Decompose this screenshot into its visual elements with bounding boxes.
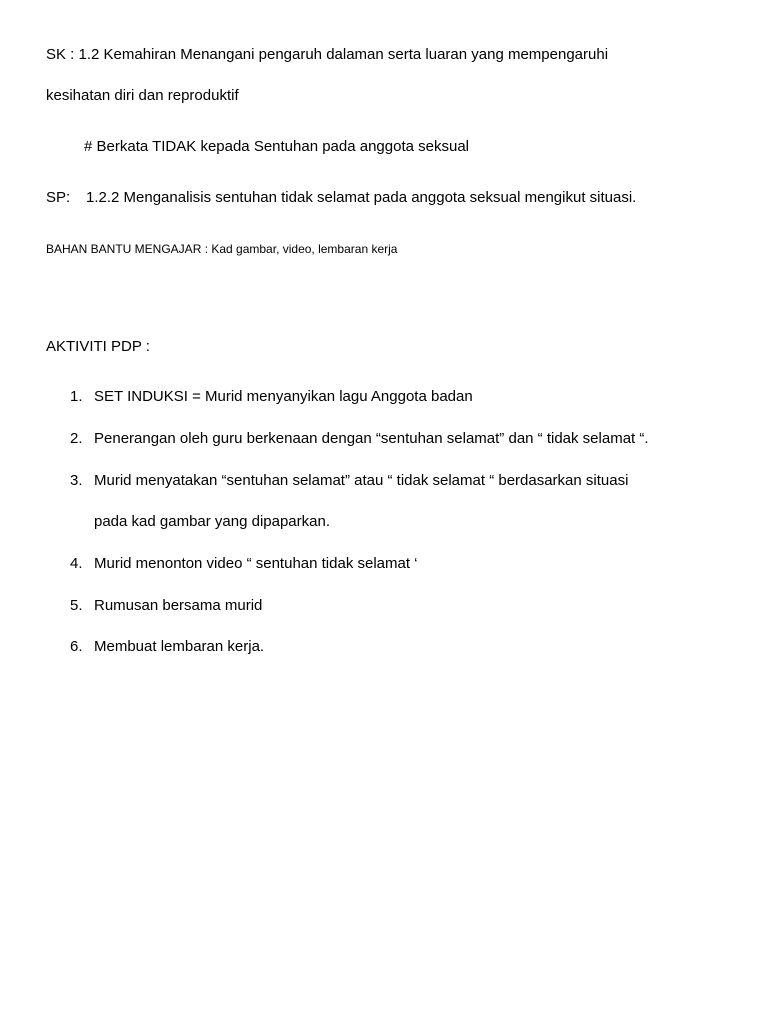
- list-item: [70, 472, 628, 490]
- sp-line: [46, 189, 636, 207]
- list-item-text: Penerangan oleh guru berkenaan dengan “sentuhan selamat” dan “ tidak selamat “.: [94, 430, 649, 447]
- list-item: [70, 638, 264, 656]
- list-item: [70, 597, 262, 615]
- list-item: [70, 430, 649, 448]
- list-item: [70, 388, 473, 406]
- sp-label: SP:: [46, 189, 71, 206]
- list-item-text: Murid menyatakan “sentuhan selamat” atau “ tidak selamat “ berdasarkan situasi: [94, 472, 629, 489]
- sk-line-1: SK : 1.2 Kemahiran Menangani pengaruh dalaman serta luaran yang mempengaruhi: [46, 46, 609, 63]
- aktiviti-heading: AKTIVITI PDP :: [46, 338, 150, 355]
- list-item-number: 5.: [70, 597, 83, 614]
- list-item-number: 2.: [70, 430, 83, 447]
- list-item-continuation: pada kad gambar yang dipaparkan.: [94, 513, 331, 530]
- list-item-number: 3.: [70, 472, 83, 489]
- list-item-number: 1.: [70, 388, 83, 405]
- sk-line-2: kesihatan diri dan reproduktif: [46, 87, 239, 104]
- list-item-text: SET INDUKSI = Murid menyanyikan lagu Anggota badan: [94, 388, 473, 405]
- bahan-bantu-line: BAHAN BANTU MENGAJAR : Kad gambar, video, lembaran kerja: [46, 242, 398, 256]
- list-item-number: 4.: [70, 555, 83, 572]
- topic-heading: # Berkata TIDAK kepada Sentuhan pada anggota seksual: [84, 138, 469, 155]
- list-item-text: Membuat lembaran kerja.: [94, 638, 265, 655]
- list-item: [70, 555, 418, 573]
- list-item-text: Rumusan bersama murid: [94, 597, 263, 614]
- sp-text: 1.2.2 Menganalisis sentuhan tidak selamat pada anggota seksual mengikut situasi.: [86, 189, 637, 206]
- list-item-text: Murid menonton video “ sentuhan tidak selamat ‘: [94, 555, 418, 572]
- list-item-number: 6.: [70, 638, 83, 655]
